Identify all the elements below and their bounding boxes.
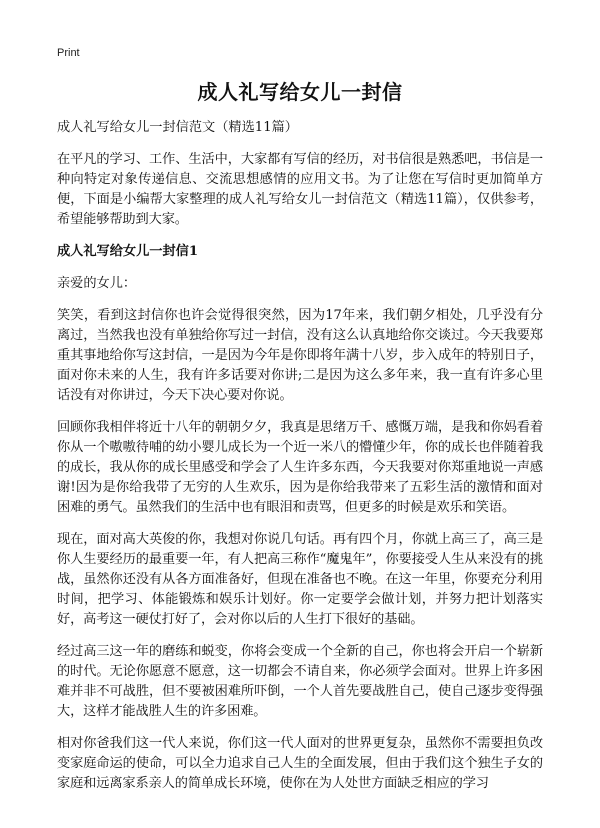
letter-heading: 成人礼写给女儿一封信1 [57,244,199,259]
letter-paragraph: 现在，面对高大英俊的你，我想对你说几句话。再有四个月，你就上高三了，高三是你人生要经历的最重要一年，有人把高三称作“魔鬼年”，你要接受人生从来没有的挑战，虽然你还没有从各方面准备好，但现在准备也不晚。在这一年里，你要充分利用时间，把学习、体能锻炼和娱乐计划好。你一定要学会做计划，并努力把计划落实好，高考这一硬仗打好了，会对你以后的人生打下很好的基础。 [57,532,543,627]
letter-paragraph: 经过高三这一年的磨练和蜕变，你将会变成一个全新的自己，你也将会开启一个崭新的时代。无论你愿意不愿意，这一切都会不请自来，你必须学会面对。世界上许多困难并非不可战胜，但不要被困难所吓倒，一个人首先要战胜自己，使自己逐步变得强大，这样才能战胜人生的许多困难。 [57,644,543,719]
article-body [57,118,543,806]
letter-greeting: 亲爱的女儿： [57,276,137,291]
letter-paragraph: 相对你爸我们这一代人来说，你们这一代人面对的世界更复杂，虽然你不需要担负改变家庭命运的使命，可以全力追求自己人生的全面发展，但由于我们这个独生子女的家庭和远离家系亲人的简单成长环境，使你在为人处世方面缺乏相应的学习 [57,736,543,791]
intro-paragraph: 在平凡的学习、工作、生活中，大家都有写信的经历，对书信很是熟悉吧，书信是一种向特定对象传递信息、交流思想感情的应用文书。为了让您在写信时更加简单方便，下面是小编帮大家整理的成人礼写给女儿一封信范文（精选11篇），仅供参考，希望能够帮助到大家。 [57,152,543,227]
letter-paragraph: 笑笑，看到这封信你也许会觉得很突然，因为17年来，我们朝夕相处，几乎没有分离过，当然我也没有单独给你写过一封信，没有这么认真地给你交谈过。今天我要郑重其事地给你写这封信，一是因为今年是你即将年满十八岁，步入成年的特别日子，面对你未来的人生，我有许多话要对你讲;二是因为这么多年来，我一直有许多心里话没有对你讲过，今天下决心要对你说。 [57,308,543,403]
article-subtitle: 成人礼写给女儿一封信范文（精选11篇） [57,120,298,135]
letter-paragraph: 回顾你我相伴将近十八年的朝朝夕夕，我真是思绪万千、感慨万端，是我和你妈看着你从一个嗷嗷待哺的幼小婴儿成长为一个近一米八的懵懂少年，你的成长也伴随着我的成长，我从你的成长里感受和学会了人生许多东西，今天我要对你郑重地说一声感谢!因为是你给我带了无穷的人生欢乐，因为是你给我带来了五彩生活的激情和面对困难的勇气。虽然我们的生活中也有眼泪和责骂，但更多的时候是欢乐和笑语。 [57,420,543,515]
page-title: 成人礼写给女儿一封信 [197,80,403,104]
print-link[interactable]: Print [57,47,80,59]
